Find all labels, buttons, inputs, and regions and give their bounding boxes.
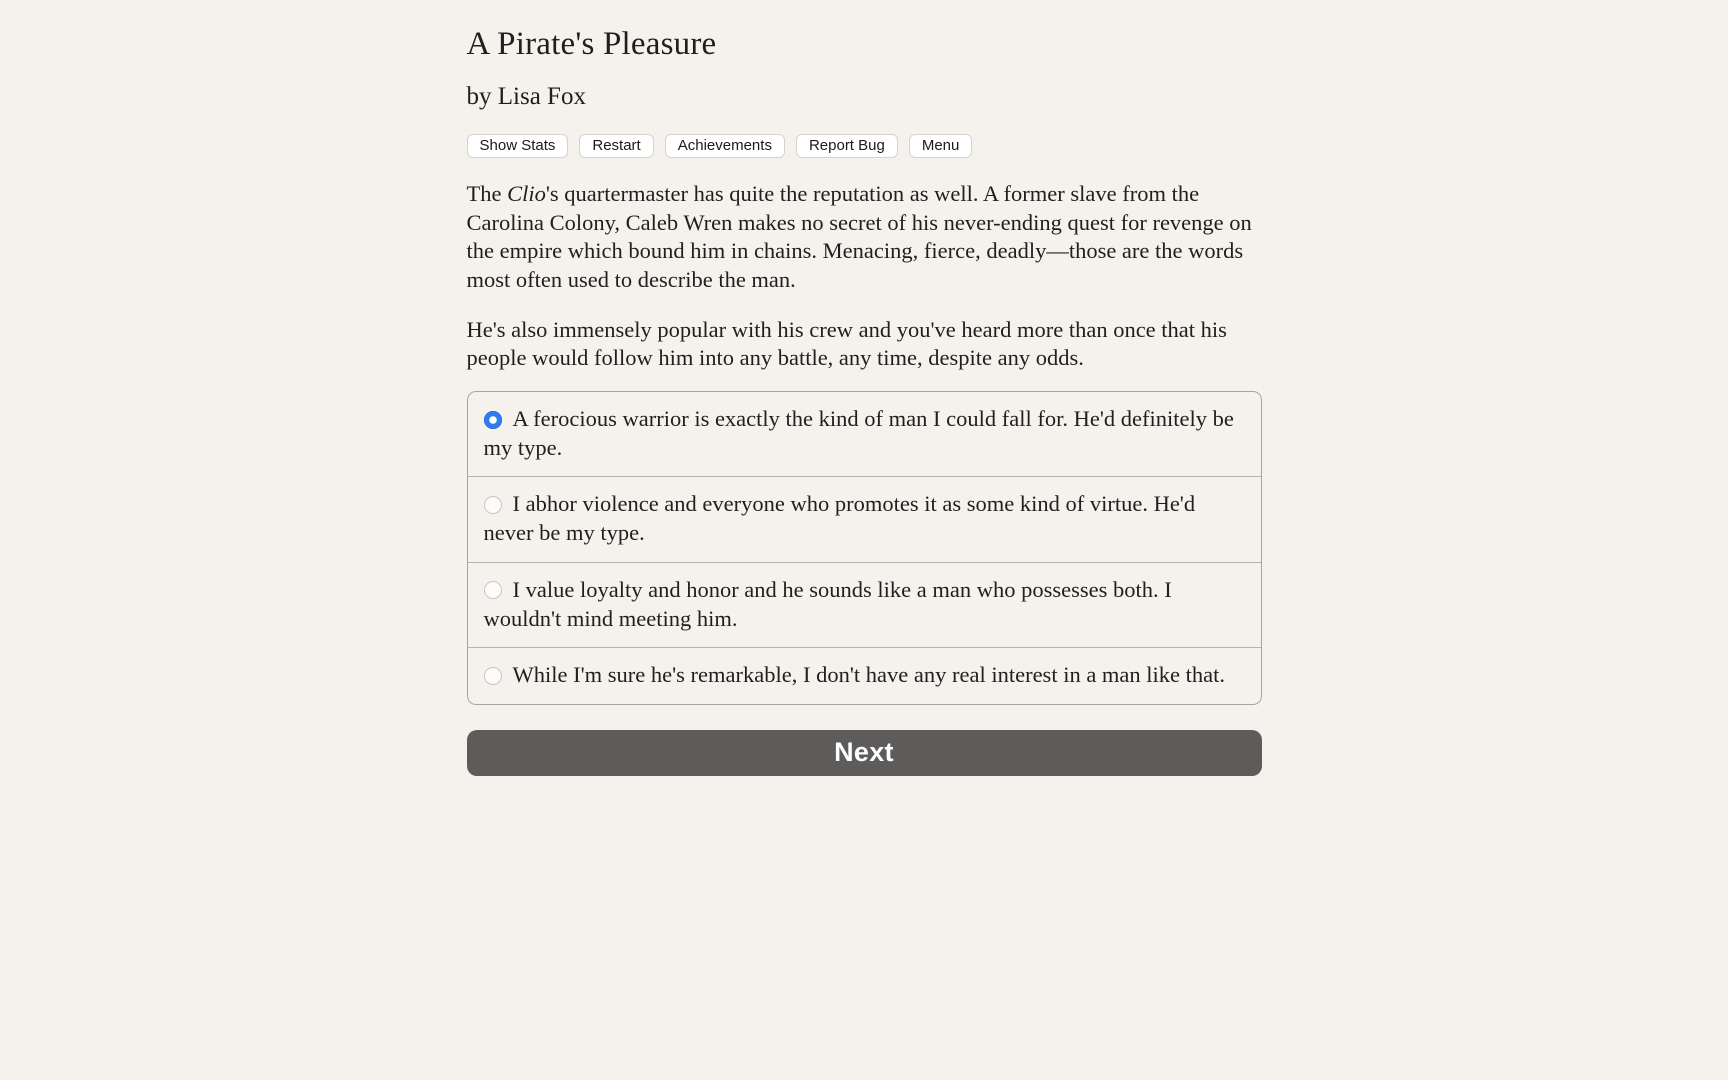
author-byline: by Lisa Fox — [466, 83, 586, 111]
choice-option-4[interactable] — [468, 647, 1261, 704]
radio-icon[interactable] — [484, 667, 502, 685]
radio-selected-icon[interactable] — [484, 411, 502, 429]
choice-option-1[interactable] — [468, 392, 1261, 476]
story-paragraph-2: He's also immensely popular with his crew and you've heard more than once that his people would follow him into any battle, any time, despite any odds. — [466, 316, 1227, 371]
next-button[interactable]: Next — [467, 730, 1262, 776]
show-stats-button[interactable]: Show Stats — [467, 134, 569, 158]
radio-icon[interactable] — [484, 496, 502, 514]
achievements-button[interactable]: Achievements — [665, 134, 785, 158]
choice-list — [467, 391, 1262, 705]
choice-option-label: I abhor violence and everyone who promotes it as some kind of virtue. He'd never be my type. — [483, 491, 1196, 546]
choice-option-2[interactable] — [468, 476, 1261, 561]
story-text: 's quartermaster has quite the reputation as well. A former slave from the Carolina Colony, Caleb Wren makes no secret of his never-ending quest for revenge on the empire which bound him in chains. Menacing, fierce, deadly—those are the words most often used to describe the man. — [466, 180, 1252, 292]
ship-name: Clio — [507, 180, 546, 206]
restart-button[interactable]: Restart — [579, 134, 653, 158]
menu-button[interactable]: Menu — [909, 134, 973, 158]
radio-icon[interactable] — [484, 581, 502, 599]
report-bug-button[interactable]: Report Bug — [796, 134, 898, 158]
choice-option-3[interactable] — [468, 562, 1261, 647]
choice-option-label: While I'm sure he's remarkable, I don't have any real interest in a man like that. — [512, 662, 1226, 688]
content-column — [467, 0, 1262, 776]
toolbar — [467, 134, 1262, 158]
story-paragraph-1 — [467, 180, 1262, 295]
choice-option-label: A ferocious warrior is exactly the kind of man I could fall for. He'd definitely be my type. — [483, 406, 1234, 460]
choice-option-label: I value loyalty and honor and he sounds like a man who possesses both. I wouldn't mind meeting him. — [483, 576, 1172, 631]
page-title: A Pirate's Pleasure — [466, 26, 717, 62]
story-text: The — [466, 180, 508, 206]
